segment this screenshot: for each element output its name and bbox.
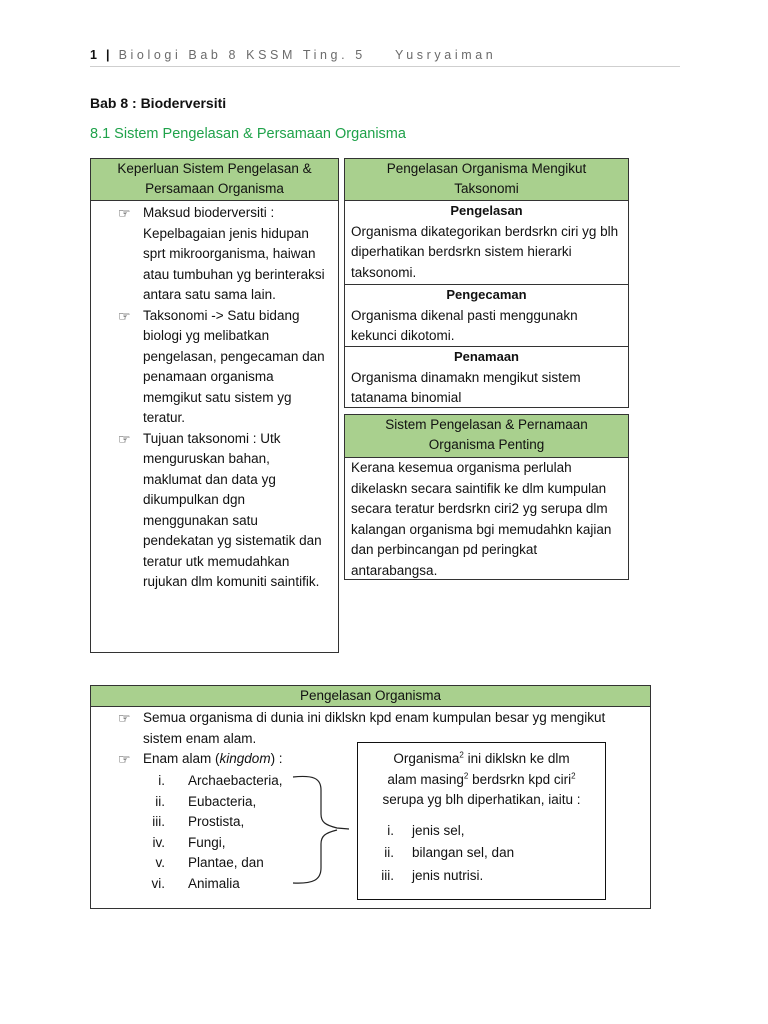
need-heading-line1: Keperluan Sistem Pengelasan & (117, 161, 312, 176)
criteria-box (357, 742, 606, 900)
pointing-hand-icon: ☞ (118, 710, 131, 726)
criteria-text: alam masing (387, 771, 464, 787)
criteria-number: ii. (384, 845, 394, 860)
section-heading: Pengelasan (450, 203, 523, 218)
taxonomy-section-pengecaman (345, 285, 628, 347)
section-heading: Pengecaman (446, 287, 527, 302)
kingdom-number: iii. (152, 814, 165, 829)
need-heading-line2: Persamaan Organisma (145, 181, 284, 196)
list-item (91, 429, 332, 593)
criteria-item-text: jenis nutrisi. (412, 867, 484, 883)
criteria-item-text: bilangan sel, dan (412, 845, 515, 860)
chapter-title: Bab 8 : Bioderversiti (90, 95, 227, 111)
classification-box-heading: Pengelasan Organisma (91, 686, 650, 707)
pointing-hand-icon: ☞ (118, 430, 131, 447)
criteria-text: ini diklskn ke dlm (463, 751, 570, 766)
criteria-line2 (358, 770, 605, 791)
criteria-item (358, 866, 605, 887)
criteria-text: berdsrkn kpd ciri (468, 771, 572, 787)
section-text: Organisma dikenal pasti menggunakn kekunci dikotomi. (351, 307, 578, 343)
kingdom-number: iv. (152, 834, 165, 850)
taxonomy-box-heading (345, 159, 628, 201)
header-author: Yusryaiman (395, 48, 497, 62)
taxonomy-section-penamaan (345, 347, 628, 407)
kingdom-intro-prefix: Enam alam ( (143, 751, 220, 766)
need-item-text: Maksud bioderversiti : Kepelbagaian jenis hidupan sprt mikroorganisma, haiwan atau tumbuhan yg berinteraksi antara satu sama lain. (143, 205, 325, 302)
list-item (91, 306, 332, 429)
criteria-number: i. (387, 822, 394, 838)
kingdom-word: kingdom (219, 751, 271, 766)
kingdom-name: Fungi, (188, 834, 226, 850)
criteria-item (358, 843, 605, 864)
kingdom-name: Animalia (188, 875, 240, 891)
taxonomy-section-pengelasan (345, 201, 628, 285)
pointing-hand-icon: ☞ (118, 307, 131, 324)
importance-heading-line2: Organisma Penting (428, 437, 545, 452)
need-item-text: Tujuan taksonomi : Utk menguruskan bahan, maklumat dan data yg dikumpulkan dgn menggunakan satu pendekatan yg sistematik dan teratur utk memudahkan rujukan dlm komuniti saintifik. (143, 430, 322, 589)
classification-item-text: Semua organisma di dunia ini diklskn kpd enam kumpulan besar yg mengikut sistem enam alam. (143, 710, 606, 746)
list-item (91, 203, 332, 306)
kingdom-name: Archaebacteria, (188, 773, 283, 788)
kingdom-name: Eubacteria, (188, 793, 257, 809)
kingdom-number: i. (158, 773, 165, 788)
superscript: 2 (571, 771, 576, 780)
importance-text: Kerana kesemua organisma perlulah dikelaskn secara saintifik ke dlm kumpulan secara teratur berdsrkn ciri2 yg serupa dlm kalangan organisma bgi memudahkn kajian dan perbincangan pd peringkat antarabangsa. (351, 460, 612, 578)
kingdom-number: v. (155, 855, 165, 870)
superscript: 2 (463, 771, 469, 780)
criteria-list (358, 821, 605, 887)
kingdom-name: Prostista, (188, 814, 245, 829)
section-title: 8.1 Sistem Pengelasan & Persamaan Organisma (90, 126, 406, 142)
importance-box (344, 414, 629, 580)
criteria-number: iii. (381, 867, 394, 883)
taxonomy-heading-line1: Pengelasan Organisma Mengikut (386, 161, 587, 176)
pointing-hand-icon: ☞ (118, 751, 131, 767)
kingdom-number: ii. (155, 793, 165, 809)
criteria-line1 (358, 749, 605, 770)
kingdom-number: vi. (151, 875, 165, 891)
need-item-text: Taksonomi -> Satu bidang biologi yg melibatkan pengelasan, pengecaman dan penamaan organisma memgikut satu sistem yg teratur. (143, 307, 325, 425)
criteria-item (358, 821, 605, 842)
section-text: Organisma dikategorikan berdsrkn ciri yg blh diperhatikan berdsrkn sistem hierarki taksonomi. (351, 223, 619, 280)
kingdom-intro-suffix: ) : (270, 751, 283, 766)
section-heading: Penamaan (453, 349, 520, 364)
page-header (90, 48, 680, 67)
section-text: Organisma dinamakn mengikut sistem tatanama binomial (351, 369, 581, 405)
criteria-text: Organisma (393, 751, 460, 766)
page-number: 1 (90, 48, 99, 62)
pointing-hand-icon: ☞ (118, 205, 131, 221)
taxonomy-heading-line2: Taksonomi (454, 181, 519, 196)
importance-heading-line1: Sistem Pengelasan & Pernamaan (385, 417, 588, 432)
curly-brace-icon (291, 772, 353, 888)
importance-box-heading (345, 415, 628, 458)
superscript: 2 (459, 750, 464, 760)
classification-box (90, 685, 651, 909)
header-subject: Biologi Bab 8 KSSM Ting. 5 (118, 48, 366, 62)
taxonomy-box (344, 158, 629, 408)
criteria-item-text: jenis sel, (412, 822, 465, 838)
need-box-heading (91, 159, 338, 201)
need-list (91, 203, 338, 593)
header-separator: | (106, 48, 112, 62)
criteria-line3: serupa yg blh diperhatikan, iaitu : (382, 792, 581, 807)
kingdom-name: Plantae, dan (188, 855, 264, 870)
need-box (90, 158, 339, 653)
